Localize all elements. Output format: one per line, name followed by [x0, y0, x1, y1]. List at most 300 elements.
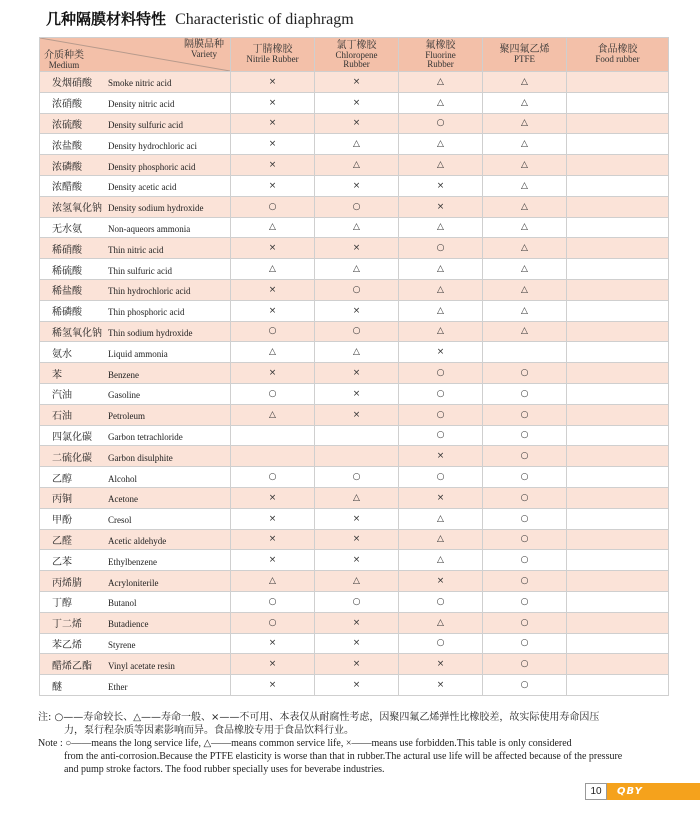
- table-row: [40, 404, 669, 425]
- medium-en: Density acetic acid: [108, 182, 177, 193]
- rating-cell: ○: [399, 363, 483, 384]
- table-row: [40, 612, 669, 633]
- column-header-en2: Rubber: [343, 58, 370, 69]
- rating-cell: ×: [315, 550, 399, 571]
- medium-en: Thin phosphoric acid: [108, 307, 185, 318]
- medium-zh: 甲酚: [52, 515, 72, 527]
- rating-cell: ×: [315, 508, 399, 529]
- rating-cell: △: [483, 259, 567, 280]
- table-row: [40, 633, 669, 654]
- header-row: [40, 38, 669, 72]
- rating-cell: △: [231, 571, 315, 592]
- rating-cell: △: [483, 196, 567, 217]
- rating-cell: △: [399, 321, 483, 342]
- rating-cell: ○: [315, 321, 399, 342]
- rating-cell: [567, 238, 669, 259]
- rating-cell: [567, 321, 669, 342]
- rating-cell: ○: [399, 633, 483, 654]
- rating-cell: △: [399, 529, 483, 550]
- rating-cell: [567, 196, 669, 217]
- medium-en: Thin hydrochloric acid: [108, 286, 191, 297]
- rating-cell: [567, 654, 669, 675]
- medium-en: Cresol: [108, 515, 132, 526]
- medium-en: Garbon disulphite: [108, 452, 173, 463]
- column-header-chloropene: [315, 38, 399, 72]
- rating-cell: △: [483, 72, 567, 93]
- medium-cell: [40, 612, 231, 633]
- table-row: [40, 467, 669, 488]
- rating-cell: [483, 342, 567, 363]
- note-en-line-2: from the anti-corrosion.Because the PTFE elasticity is worse than that in rubber.The actural use life will be affected because of the pressure: [64, 751, 623, 762]
- medium-cell: [40, 113, 231, 134]
- corner-variety-en: Variety: [191, 49, 217, 59]
- medium-en: Density sulfuric acid: [108, 119, 183, 130]
- medium-en: Styrene: [108, 639, 136, 650]
- medium-zh: 浓盐酸: [52, 140, 82, 152]
- column-header-fluorine: [399, 38, 483, 72]
- rating-cell: [567, 259, 669, 280]
- table-row: [40, 175, 669, 196]
- rating-cell: ×: [315, 300, 399, 321]
- rating-cell: ○: [483, 383, 567, 404]
- table-row: [40, 425, 669, 446]
- page-number: 10: [585, 783, 607, 800]
- table-row: [40, 134, 669, 155]
- corner-header: [40, 38, 231, 72]
- medium-en: Vinyl acetate resin: [108, 660, 175, 671]
- note-en-line-3: and pump stroke factors. The food rubber specially uses for beverabe industries.: [64, 764, 385, 775]
- medium-zh: 无水氨: [52, 223, 82, 235]
- medium-en: Petroleum: [108, 411, 145, 422]
- rating-cell: △: [399, 550, 483, 571]
- column-header-zh: 氟橡胶: [425, 39, 456, 51]
- medium-zh: 汽油: [52, 390, 72, 402]
- rating-cell: ×: [231, 279, 315, 300]
- column-header-en: Chloropene: [335, 49, 378, 60]
- rating-cell: [231, 425, 315, 446]
- rating-cell: [315, 425, 399, 446]
- column-header-zh: 丁腈橡胶: [252, 44, 293, 55]
- rating-cell: ○: [483, 675, 567, 696]
- medium-en: Thin sulfuric acid: [108, 265, 172, 276]
- medium-zh: 苯: [52, 369, 62, 381]
- table-body: [40, 72, 669, 696]
- rating-cell: ○: [231, 467, 315, 488]
- medium-en: Density sodium hydroxide: [108, 203, 204, 214]
- rating-cell: ○: [483, 487, 567, 508]
- column-header-zh: 食品橡胶: [597, 44, 638, 55]
- rating-cell: ×: [315, 383, 399, 404]
- rating-cell: [567, 300, 669, 321]
- rating-cell: △: [483, 134, 567, 155]
- medium-cell: [40, 425, 231, 446]
- medium-en: Acetic aldehyde: [108, 535, 167, 546]
- rating-cell: △: [315, 487, 399, 508]
- rating-cell: ○: [315, 467, 399, 488]
- medium-zh: 丁二烯: [52, 619, 82, 631]
- medium-zh: 浓氢氧化钠: [52, 203, 102, 215]
- rating-cell: △: [399, 259, 483, 280]
- medium-en: Alcohol: [108, 473, 137, 484]
- medium-cell: [40, 342, 231, 363]
- rating-cell: ○: [399, 591, 483, 612]
- medium-zh: 浓磷酸: [52, 161, 82, 173]
- rating-cell: ×: [315, 238, 399, 259]
- medium-cell: [40, 675, 231, 696]
- rating-cell: ○: [483, 467, 567, 488]
- corner-medium-label: [44, 51, 84, 70]
- rating-cell: ×: [315, 612, 399, 633]
- page-title: [46, 8, 354, 30]
- medium-cell: [40, 134, 231, 155]
- medium-cell: [40, 72, 231, 93]
- rating-cell: ×: [399, 196, 483, 217]
- rating-cell: ×: [231, 675, 315, 696]
- rating-cell: [231, 446, 315, 467]
- rating-cell: △: [399, 508, 483, 529]
- medium-zh: 丙铜: [52, 494, 72, 506]
- rating-cell: [567, 217, 669, 238]
- rating-cell: [567, 155, 669, 176]
- rating-cell: [567, 92, 669, 113]
- medium-cell: [40, 591, 231, 612]
- rating-cell: [567, 612, 669, 633]
- column-header-en2: Rubber: [427, 58, 454, 69]
- rating-cell: △: [315, 134, 399, 155]
- medium-cell: [40, 259, 231, 280]
- rating-cell: ○: [399, 383, 483, 404]
- rating-cell: ×: [231, 633, 315, 654]
- medium-en: Liquid ammonia: [108, 348, 168, 359]
- rating-cell: [567, 279, 669, 300]
- medium-cell: [40, 196, 231, 217]
- rating-cell: △: [483, 217, 567, 238]
- corner-variety-zh: 隔膜品种: [184, 39, 224, 50]
- rating-cell: ○: [483, 591, 567, 612]
- table-row: [40, 342, 669, 363]
- table-row: [40, 487, 669, 508]
- rating-cell: ×: [231, 654, 315, 675]
- rating-cell: ○: [399, 238, 483, 259]
- table-row: [40, 571, 669, 592]
- rating-cell: ○: [231, 612, 315, 633]
- medium-cell: [40, 300, 231, 321]
- rating-cell: [567, 363, 669, 384]
- rating-cell: ×: [231, 175, 315, 196]
- brand-label: QBY: [607, 783, 700, 800]
- table-row: [40, 321, 669, 342]
- rating-cell: ×: [315, 675, 399, 696]
- rating-cell: [567, 467, 669, 488]
- medium-zh: 浓硫酸: [52, 119, 82, 131]
- rating-cell: ×: [231, 529, 315, 550]
- medium-cell: [40, 487, 231, 508]
- medium-zh: 稀磷酸: [52, 307, 82, 319]
- rating-cell: ×: [315, 363, 399, 384]
- medium-zh: 四氯化碳: [52, 431, 92, 443]
- rating-cell: △: [399, 134, 483, 155]
- rating-cell: ○: [483, 404, 567, 425]
- rating-cell: ○: [399, 404, 483, 425]
- rating-cell: △: [483, 92, 567, 113]
- medium-cell: [40, 155, 231, 176]
- note-zh-line-1: 注: ○——寿命较长、△——寿命一般、×——不可用、本表仅从耐腐性考虑，因聚四氟乙烯弹性比橡胶差，故实际使用寿命因压: [38, 712, 600, 723]
- medium-zh: 丁醇: [52, 598, 72, 610]
- rating-cell: ○: [315, 591, 399, 612]
- rating-cell: △: [483, 300, 567, 321]
- rating-cell: △: [483, 113, 567, 134]
- medium-cell: [40, 508, 231, 529]
- rating-cell: [315, 446, 399, 467]
- rating-cell: ×: [231, 363, 315, 384]
- rating-cell: △: [483, 321, 567, 342]
- rating-cell: ○: [483, 446, 567, 467]
- rating-cell: ○: [231, 321, 315, 342]
- column-header-ptfe: [483, 38, 567, 72]
- rating-cell: ×: [399, 571, 483, 592]
- medium-cell: [40, 446, 231, 467]
- rating-cell: △: [231, 342, 315, 363]
- medium-cell: [40, 217, 231, 238]
- rating-cell: [567, 633, 669, 654]
- rating-cell: [567, 383, 669, 404]
- rating-cell: △: [315, 571, 399, 592]
- notes: [38, 711, 668, 776]
- column-header-en: Fluorine: [425, 49, 456, 60]
- rating-cell: [567, 404, 669, 425]
- medium-cell: [40, 279, 231, 300]
- table-row: [40, 300, 669, 321]
- rating-cell: △: [315, 155, 399, 176]
- medium-zh: 发烟硝酸: [52, 78, 92, 90]
- rating-cell: ×: [315, 529, 399, 550]
- rating-cell: ○: [315, 279, 399, 300]
- rating-cell: ×: [231, 113, 315, 134]
- rating-cell: △: [399, 72, 483, 93]
- table-row: [40, 446, 669, 467]
- rating-cell: ×: [315, 92, 399, 113]
- table-row: [40, 113, 669, 134]
- table-row: [40, 383, 669, 404]
- corner-medium-zh: 介质种类: [44, 50, 84, 61]
- medium-en: Benzene: [108, 369, 139, 380]
- table-row: [40, 550, 669, 571]
- medium-en: Density hydrochloric aci: [108, 140, 197, 151]
- medium-cell: [40, 550, 231, 571]
- medium-cell: [40, 529, 231, 550]
- table-row: [40, 508, 669, 529]
- rating-cell: ×: [315, 175, 399, 196]
- rating-cell: ×: [315, 72, 399, 93]
- rating-cell: ○: [483, 508, 567, 529]
- rating-cell: [567, 72, 669, 93]
- rating-cell: ○: [231, 591, 315, 612]
- medium-en: Thin sodium hydroxide: [108, 327, 193, 338]
- medium-en: Density phosphoric acid: [108, 161, 196, 172]
- rating-cell: ○: [483, 550, 567, 571]
- rating-cell: [567, 134, 669, 155]
- medium-cell: [40, 363, 231, 384]
- rating-cell: ×: [231, 487, 315, 508]
- medium-zh: 醋烯乙酯: [52, 660, 92, 672]
- table-row: [40, 92, 669, 113]
- rating-cell: ×: [231, 134, 315, 155]
- medium-zh: 稀盐酸: [52, 286, 82, 298]
- rating-cell: ○: [399, 425, 483, 446]
- medium-en: Butanol: [108, 598, 137, 609]
- note-zh-line-2: 力，泵行程杂质等因素影响而异。食品橡胶专用于食品饮料行业。: [64, 725, 354, 736]
- table-row: [40, 654, 669, 675]
- rating-cell: △: [483, 155, 567, 176]
- table-row: [40, 155, 669, 176]
- medium-cell: [40, 571, 231, 592]
- table-row: [40, 279, 669, 300]
- diaphragm-table: [39, 37, 669, 696]
- rating-cell: [567, 487, 669, 508]
- rating-cell: ×: [399, 654, 483, 675]
- title-en: Characteristic of diaphragm: [175, 11, 354, 28]
- medium-cell: [40, 175, 231, 196]
- rating-cell: △: [231, 404, 315, 425]
- rating-cell: ×: [231, 300, 315, 321]
- rating-cell: △: [399, 279, 483, 300]
- rating-cell: △: [315, 342, 399, 363]
- rating-cell: [567, 113, 669, 134]
- page-footer: [585, 783, 700, 800]
- column-header-food-rubber: [567, 38, 669, 72]
- rating-cell: ○: [399, 113, 483, 134]
- medium-en: Gasoline: [108, 390, 140, 401]
- medium-zh: 乙苯: [52, 556, 72, 568]
- rating-cell: ○: [399, 467, 483, 488]
- medium-cell: [40, 238, 231, 259]
- rating-cell: [567, 175, 669, 196]
- table-row: [40, 196, 669, 217]
- medium-zh: 乙醛: [52, 535, 72, 547]
- medium-cell: [40, 467, 231, 488]
- medium-en: Acryloniterile: [108, 577, 159, 588]
- medium-en: Thin nitric acid: [108, 244, 164, 255]
- rating-cell: ○: [231, 196, 315, 217]
- rating-cell: ×: [231, 155, 315, 176]
- corner-medium-en: Medium: [48, 60, 80, 70]
- rating-cell: ×: [231, 550, 315, 571]
- rating-cell: ×: [231, 72, 315, 93]
- rating-cell: ×: [399, 175, 483, 196]
- medium-cell: [40, 654, 231, 675]
- corner-variety-label: [184, 40, 224, 59]
- rating-cell: [567, 550, 669, 571]
- medium-zh: 浓硝酸: [52, 99, 82, 111]
- note-en-line-1: Note : ○——means the long service life, △——means common service life, ×——means use forbidden.This table is only considered: [38, 738, 572, 749]
- rating-cell: [567, 508, 669, 529]
- rating-cell: △: [315, 259, 399, 280]
- table-row: [40, 259, 669, 280]
- medium-zh: 稀硝酸: [52, 244, 82, 256]
- medium-en: Ethylbenzene: [108, 556, 157, 567]
- medium-en: Garbon tetrachloride: [108, 431, 183, 442]
- rating-cell: ○: [483, 363, 567, 384]
- rating-cell: △: [399, 92, 483, 113]
- medium-zh: 二硫化碳: [52, 452, 92, 464]
- column-header-en: PTFE: [513, 54, 535, 64]
- medium-zh: 稀硫酸: [52, 265, 82, 277]
- medium-zh: 丙烯腈: [52, 577, 82, 589]
- table-row: [40, 675, 669, 696]
- medium-zh: 乙醇: [52, 473, 72, 485]
- rating-cell: ×: [231, 92, 315, 113]
- rating-cell: [567, 675, 669, 696]
- rating-cell: ×: [399, 487, 483, 508]
- rating-cell: ○: [483, 571, 567, 592]
- medium-en: Non-aqueors ammonia: [108, 223, 191, 234]
- rating-cell: △: [399, 155, 483, 176]
- rating-cell: ×: [399, 446, 483, 467]
- column-header-nitrile: [231, 38, 315, 72]
- table-row: [40, 72, 669, 93]
- rating-cell: △: [483, 175, 567, 196]
- medium-cell: [40, 404, 231, 425]
- rating-cell: ○: [231, 383, 315, 404]
- rating-cell: [567, 591, 669, 612]
- medium-cell: [40, 321, 231, 342]
- medium-en: Ether: [108, 681, 128, 692]
- title-zh: 几种隔膜材料特性: [46, 10, 167, 28]
- rating-cell: ×: [399, 342, 483, 363]
- table-row: [40, 238, 669, 259]
- rating-cell: [567, 446, 669, 467]
- column-header-zh: 聚四氟乙烯: [499, 44, 550, 55]
- rating-cell: ×: [231, 238, 315, 259]
- medium-en: Acetone: [108, 494, 138, 505]
- rating-cell: ○: [483, 633, 567, 654]
- rating-cell: [567, 425, 669, 446]
- medium-zh: 苯乙烯: [52, 639, 82, 651]
- rating-cell: ○: [483, 425, 567, 446]
- column-header-en: Food rubber: [595, 54, 640, 64]
- medium-en: Butadience: [108, 619, 149, 630]
- rating-cell: ○: [483, 529, 567, 550]
- table-row: [40, 363, 669, 384]
- rating-cell: ×: [231, 508, 315, 529]
- rating-cell: △: [399, 217, 483, 238]
- medium-en: Smoke nitric acid: [108, 78, 172, 89]
- rating-cell: ×: [315, 113, 399, 134]
- rating-cell: ○: [315, 196, 399, 217]
- rating-cell: [567, 342, 669, 363]
- rating-cell: [567, 529, 669, 550]
- medium-cell: [40, 383, 231, 404]
- medium-en: Density nitric acid: [108, 99, 175, 110]
- medium-zh: 氨水: [52, 348, 72, 360]
- table-row: [40, 529, 669, 550]
- rating-cell: △: [399, 612, 483, 633]
- rating-cell: ×: [315, 633, 399, 654]
- rating-cell: △: [231, 217, 315, 238]
- table-row: [40, 591, 669, 612]
- medium-zh: 稀氢氧化钠: [52, 327, 102, 339]
- rating-cell: [567, 571, 669, 592]
- medium-zh: 浓醋酸: [52, 182, 82, 194]
- medium-cell: [40, 633, 231, 654]
- rating-cell: ×: [315, 404, 399, 425]
- table-row: [40, 217, 669, 238]
- rating-cell: ×: [399, 675, 483, 696]
- rating-cell: ○: [483, 654, 567, 675]
- rating-cell: ×: [315, 654, 399, 675]
- rating-cell: △: [483, 279, 567, 300]
- rating-cell: ○: [483, 612, 567, 633]
